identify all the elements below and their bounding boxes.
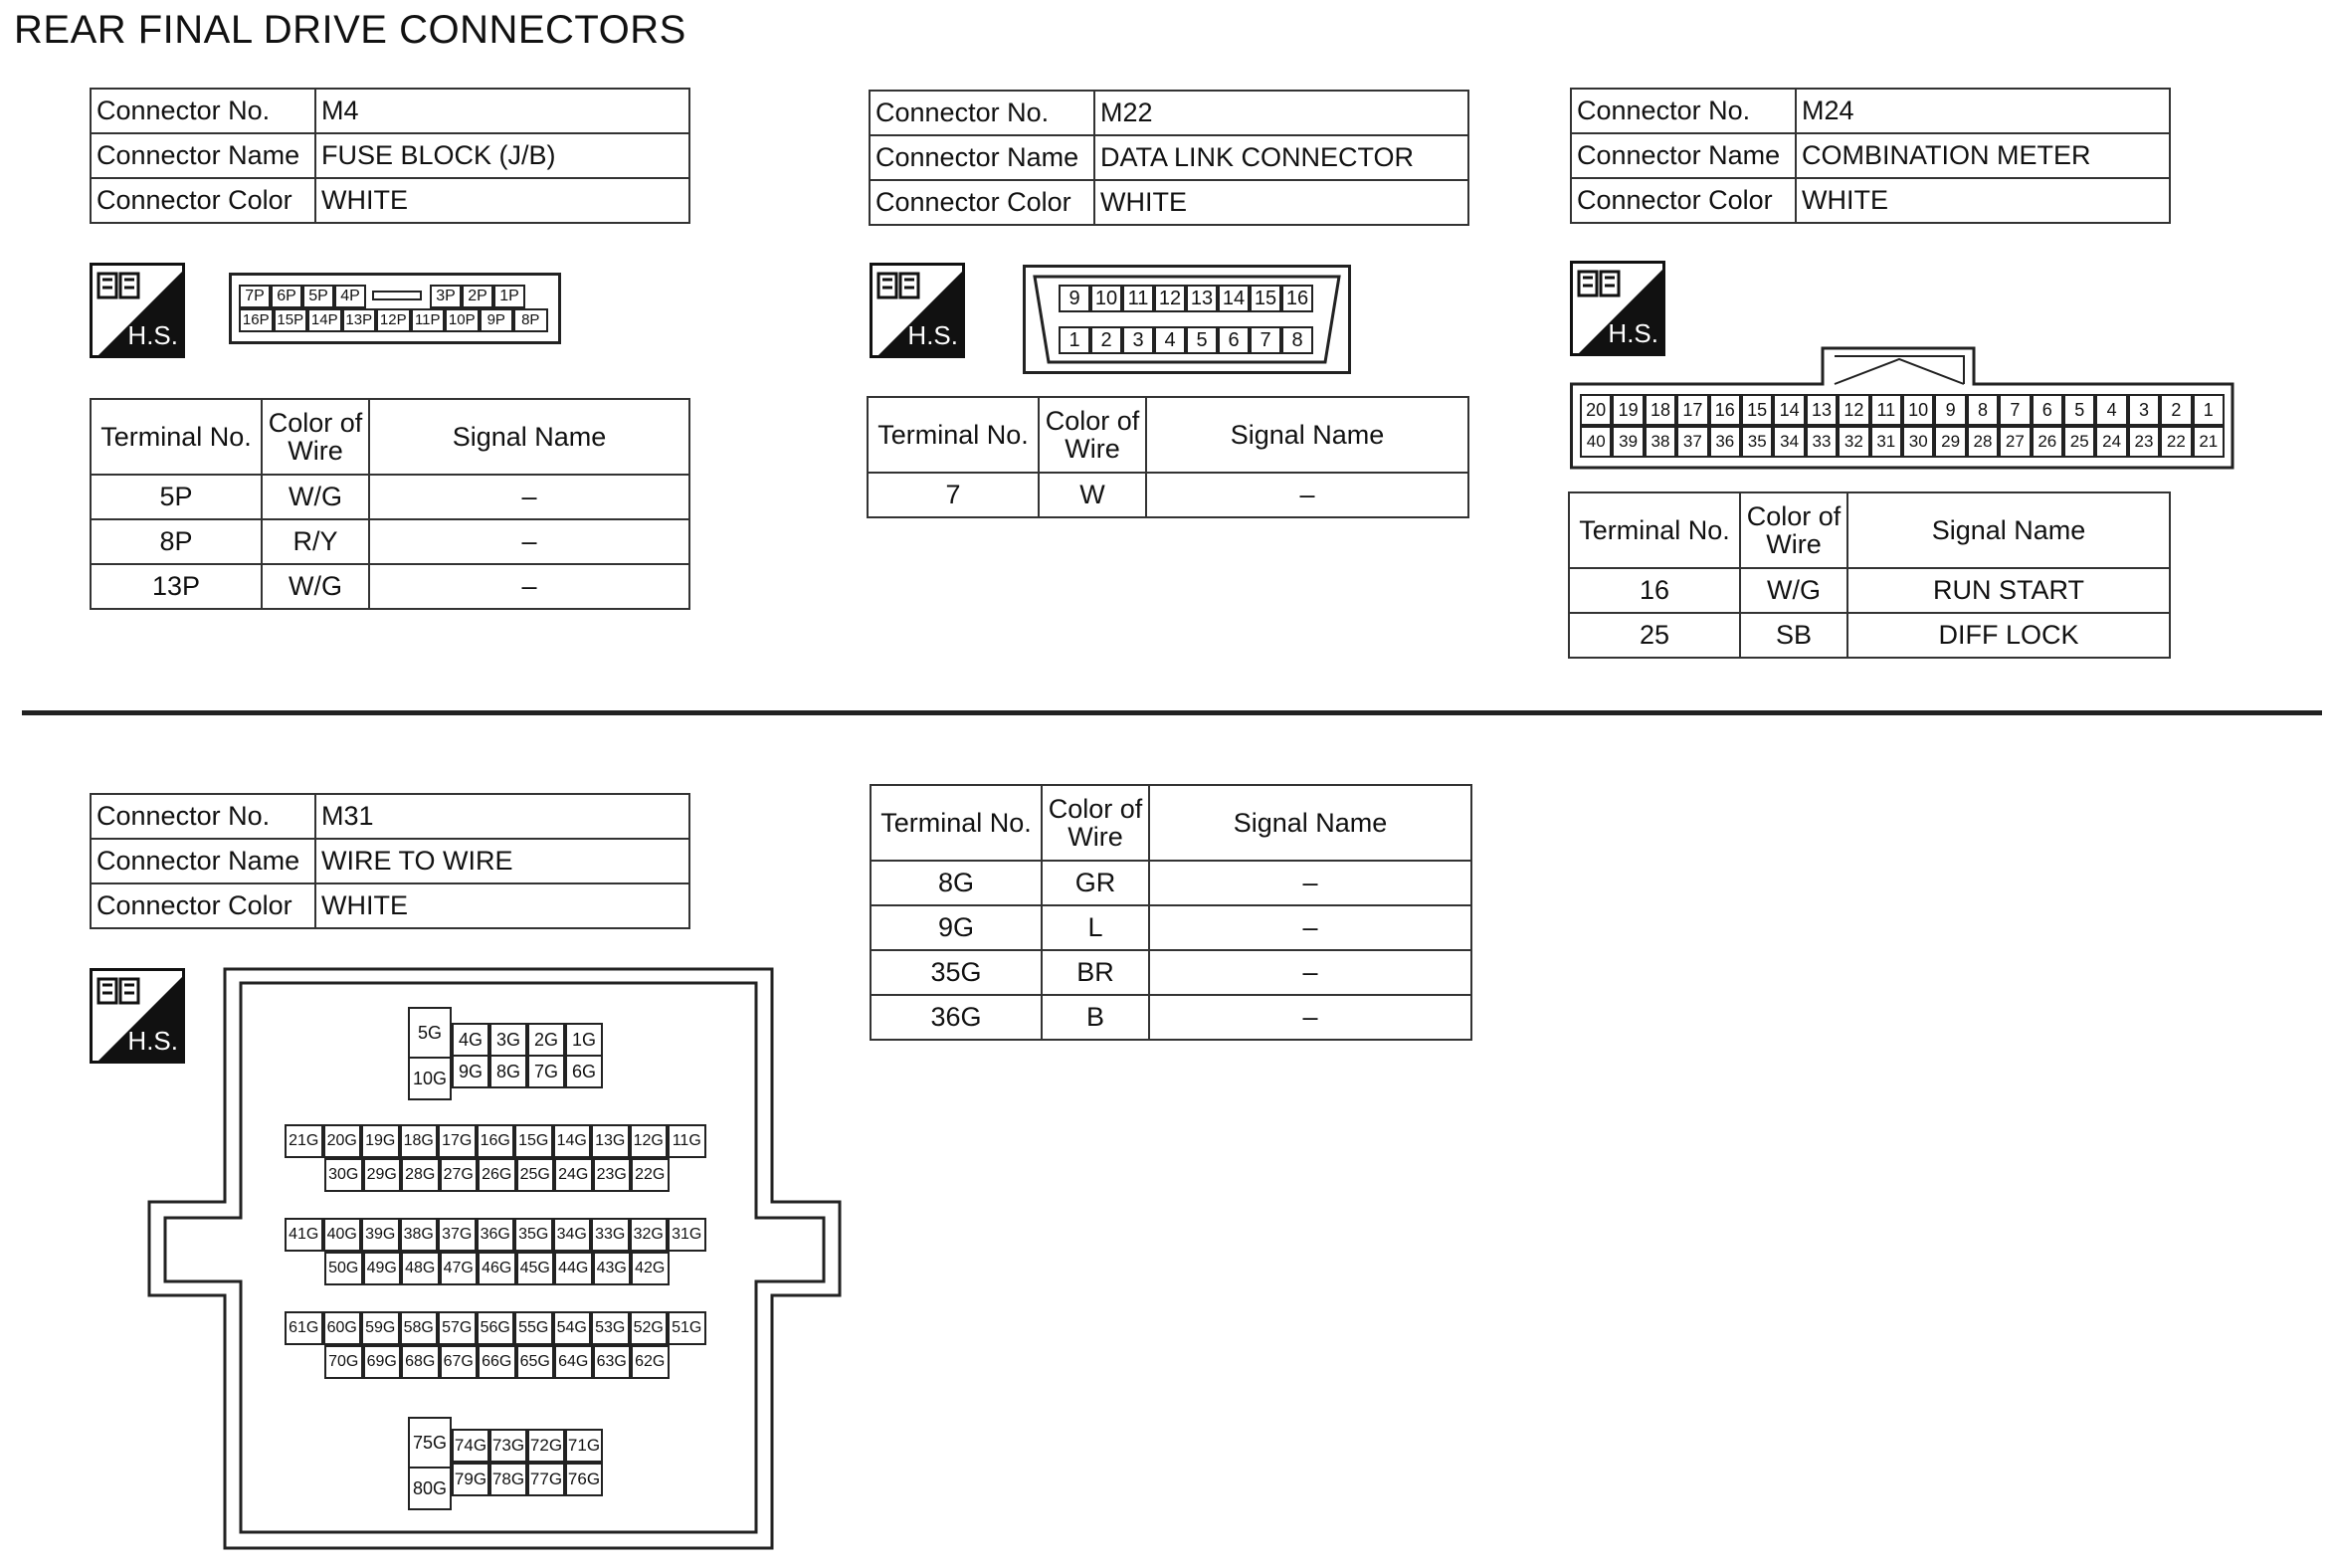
pin-cell: 32G — [630, 1218, 669, 1252]
pin-cell: 29G — [363, 1158, 402, 1192]
pin-cell: 10 — [1902, 394, 1934, 426]
table-row: 13P W/G – — [91, 564, 689, 609]
table-row: 35G BR – — [871, 950, 1471, 995]
hs-label: H.S. — [127, 1026, 178, 1056]
pin-cell: 60G — [323, 1311, 362, 1345]
table-row: 9G L – — [871, 905, 1471, 950]
pin-cell: 37G — [438, 1218, 477, 1252]
pin-cell: 7G — [527, 1055, 565, 1088]
connector-no-value: M4 — [315, 89, 689, 133]
pin-cell: 27 — [1999, 426, 2031, 458]
harness-side-icon — [90, 263, 185, 358]
pin-cell: 24 — [2095, 426, 2127, 458]
terminal-no-header: Terminal No. — [91, 399, 262, 475]
pin-cell: 11 — [1870, 394, 1902, 426]
pin-cell: 37 — [1676, 426, 1708, 458]
pin-cell: 15 — [1741, 394, 1773, 426]
pin-cell: 29 — [1934, 426, 1966, 458]
pin-cell: 13 — [1186, 285, 1218, 312]
pin-cell: 9 — [1059, 285, 1090, 312]
pin-cell: 16P — [239, 308, 274, 332]
terminal-table-m31 — [870, 784, 1472, 1041]
pin-cell: 8 — [1967, 394, 1999, 426]
pin-cell: 38G — [400, 1218, 439, 1252]
pin-cell: 6G — [565, 1055, 603, 1088]
pin-cell: 11 — [1122, 285, 1154, 312]
pin-cell: 9G — [452, 1055, 489, 1088]
pin-cell: 70G — [324, 1345, 363, 1379]
pin-cell: 7 — [1250, 326, 1281, 354]
pin-cell: 63G — [593, 1345, 632, 1379]
signal-name-header: Signal Name — [1146, 397, 1468, 473]
pin-cell: 14P — [307, 308, 342, 332]
pin-cell: 1 — [2193, 394, 2225, 426]
hs-label: H.S. — [127, 320, 178, 350]
pin-cell: 46G — [478, 1252, 516, 1285]
pin-cell: 39 — [1612, 426, 1644, 458]
pin-cell: 49G — [363, 1252, 402, 1285]
pin-cell: 57G — [438, 1311, 477, 1345]
pin-cell: 47G — [440, 1252, 479, 1285]
pin-cell: 32 — [1838, 426, 1869, 458]
pin-cell: 10P — [445, 308, 480, 332]
pin-cell: 51G — [668, 1311, 706, 1345]
info-label: Connector No. — [91, 89, 315, 133]
pin-cell: 5G — [408, 1007, 452, 1059]
pin-cell: 36G — [477, 1218, 515, 1252]
pin-cell: 80G — [408, 1467, 452, 1510]
pin-cell: 25G — [516, 1158, 555, 1192]
connector-color-value: WHITE — [315, 178, 689, 223]
section-divider — [22, 710, 2322, 715]
pin-cell: 20 — [1580, 394, 1612, 426]
connector-name-value: WIRE TO WIRE — [315, 839, 689, 883]
table-row: 8G GR – — [871, 861, 1471, 905]
pin-cell: 50G — [324, 1252, 363, 1285]
pin-cell: 72G — [527, 1429, 565, 1463]
pin-cell: 7 — [1999, 394, 2031, 426]
pin-cell: 71G — [565, 1429, 603, 1463]
pin-cell: 18G — [400, 1124, 439, 1158]
pin-cell: 34G — [553, 1218, 592, 1252]
info-label: Connector Color — [91, 178, 315, 223]
pin-cell: 66G — [478, 1345, 516, 1379]
pin-cell: 52G — [630, 1311, 669, 1345]
pin-cell: 6P — [271, 285, 302, 308]
pin-cell: 45G — [516, 1252, 555, 1285]
pin-cell: 26 — [2032, 426, 2063, 458]
info-label: Connector Name — [91, 133, 315, 178]
pin-cell: 1G — [565, 1023, 603, 1057]
pin-cell: 59G — [361, 1311, 400, 1345]
pin-cell: 16G — [477, 1124, 515, 1158]
pin-slot — [372, 291, 422, 300]
pin-cell: 2 — [2160, 394, 2192, 426]
pin-cell: 9P — [480, 308, 514, 332]
wire-color-header: Color of Wire — [262, 399, 369, 475]
pin-cell: 48G — [401, 1252, 440, 1285]
pin-cell: 26G — [478, 1158, 516, 1192]
pin-cell: 18 — [1645, 394, 1676, 426]
pin-cell: 31 — [1870, 426, 1902, 458]
pin-cell: 31G — [668, 1218, 706, 1252]
pin-cell: 16 — [1709, 394, 1741, 426]
pin-cell: 3 — [1122, 326, 1154, 354]
pin-cell: 56G — [477, 1311, 515, 1345]
pin-cell: 28G — [401, 1158, 440, 1192]
pin-cell: 13P — [342, 308, 377, 332]
info-label: Connector Name — [91, 839, 315, 883]
pin-cell: 30 — [1902, 426, 1934, 458]
table-row: 7 W – — [868, 473, 1468, 517]
connector-name-value: DATA LINK CONNECTOR — [1094, 135, 1468, 180]
connector-info-table-m24 — [1570, 88, 2171, 224]
info-label: Connector Name — [1571, 133, 1796, 178]
pin-cell: 27G — [440, 1158, 479, 1192]
pin-cell: 75G — [408, 1417, 452, 1469]
pin-cell: 21G — [285, 1124, 323, 1158]
pin-cell: 4P — [334, 285, 366, 308]
terminal-no-header: Terminal No. — [1569, 492, 1740, 568]
pin-cell: 74G — [452, 1429, 489, 1463]
pin-cell: 12P — [376, 308, 411, 332]
pin-cell: 8P — [513, 308, 548, 332]
pin-cell: 54G — [553, 1311, 592, 1345]
connector-name-value: COMBINATION METER — [1796, 133, 2170, 178]
harness-side-icon — [870, 263, 965, 358]
pin-cell: 25 — [2063, 426, 2095, 458]
pin-cell: 76G — [565, 1463, 603, 1496]
info-label: Connector Color — [1571, 178, 1796, 223]
pin-cell: 40G — [323, 1218, 362, 1252]
connector-info-table-m31 — [90, 793, 690, 929]
connector-face-m22 — [1023, 265, 1351, 374]
pin-cell: 42G — [631, 1252, 670, 1285]
pin-cell: 2 — [1090, 326, 1122, 354]
pin-cell: 4G — [452, 1023, 489, 1057]
pin-cell: 55G — [514, 1311, 553, 1345]
table-row: 8P R/Y – — [91, 519, 689, 564]
connector-no-value: M31 — [315, 794, 689, 839]
pin-cell: 11G — [668, 1124, 706, 1158]
table-row: 5P W/G – — [91, 475, 689, 519]
pin-cell: 61G — [285, 1311, 323, 1345]
pin-cell: 79G — [452, 1463, 489, 1496]
pin-cell: 2G — [527, 1023, 565, 1057]
pin-cell: 38 — [1645, 426, 1676, 458]
terminal-table-m22 — [867, 396, 1469, 518]
terminal-table-m4 — [90, 398, 690, 610]
pin-cell: 77G — [527, 1463, 565, 1496]
page-title: REAR FINAL DRIVE CONNECTORS — [14, 8, 686, 52]
pin-cell: 53G — [591, 1311, 630, 1345]
wire-color-header: Color of Wire — [1039, 397, 1146, 473]
pin-cell: 8G — [489, 1055, 527, 1088]
pin-cell: 2P — [462, 285, 493, 308]
signal-name-header: Signal Name — [369, 399, 689, 475]
pin-cell: 34 — [1773, 426, 1805, 458]
pin-cell: 58G — [400, 1311, 439, 1345]
pin-cell: 3G — [489, 1023, 527, 1057]
pin-cell: 35G — [514, 1218, 553, 1252]
pin-cell: 1 — [1059, 326, 1090, 354]
connector-color-value: WHITE — [1094, 180, 1468, 225]
pin-cell: 22 — [2160, 426, 2192, 458]
connector-no-value: M22 — [1094, 91, 1468, 135]
info-label: Connector Name — [870, 135, 1094, 180]
connector-info-table-m22 — [869, 90, 1469, 226]
pin-cell: 44G — [554, 1252, 593, 1285]
pin-cell: 30G — [324, 1158, 363, 1192]
pin-cell: 4 — [1154, 326, 1186, 354]
pin-cell: 7P — [239, 285, 271, 308]
pin-cell: 28 — [1967, 426, 1999, 458]
pin-cell: 14 — [1218, 285, 1250, 312]
pin-cell: 65G — [516, 1345, 555, 1379]
hs-label: H.S. — [907, 320, 958, 350]
connector-name-value: FUSE BLOCK (J/B) — [315, 133, 689, 178]
wire-color-header: Color of Wire — [1042, 785, 1149, 861]
pin-cell: 22G — [631, 1158, 670, 1192]
pin-cell: 24G — [554, 1158, 593, 1192]
pin-cell: 5P — [302, 285, 334, 308]
pin-cell: 12G — [630, 1124, 669, 1158]
pin-cell: 69G — [363, 1345, 402, 1379]
pin-cell: 17 — [1676, 394, 1708, 426]
pin-cell: 19 — [1612, 394, 1644, 426]
pin-cell: 17G — [438, 1124, 477, 1158]
pin-cell: 62G — [631, 1345, 670, 1379]
harness-side-icon — [1570, 261, 1665, 356]
pin-cell: 13 — [1806, 394, 1838, 426]
connector-color-value: WHITE — [315, 883, 689, 928]
table-row: 36G B – — [871, 995, 1471, 1040]
pin-cell: 20G — [323, 1124, 362, 1158]
pin-cell: 8 — [1281, 326, 1313, 354]
hs-label: H.S. — [1608, 318, 1658, 348]
pin-cell: 64G — [554, 1345, 593, 1379]
pin-cell: 12 — [1838, 394, 1869, 426]
pin-cell: 3P — [430, 285, 462, 308]
connector-color-value: WHITE — [1796, 178, 2170, 223]
table-row: 16 W/G RUN START — [1569, 568, 2170, 613]
pin-cell: 11P — [411, 308, 446, 332]
connector-no-value: M24 — [1796, 89, 2170, 133]
pin-cell: 5 — [1186, 326, 1218, 354]
info-label: Connector No. — [870, 91, 1094, 135]
pin-cell: 15G — [514, 1124, 553, 1158]
terminal-no-header: Terminal No. — [871, 785, 1042, 861]
pin-cell: 36 — [1709, 426, 1741, 458]
pin-cell: 15P — [274, 308, 308, 332]
pin-cell: 4 — [2095, 394, 2127, 426]
pin-cell: 3 — [2128, 394, 2160, 426]
pin-cell: 39G — [361, 1218, 400, 1252]
terminal-table-m24 — [1568, 491, 2171, 659]
pin-cell: 6 — [1218, 326, 1250, 354]
pin-cell: 5 — [2063, 394, 2095, 426]
pin-cell: 16 — [1281, 285, 1313, 312]
terminal-no-header: Terminal No. — [868, 397, 1039, 473]
pin-cell: 41G — [285, 1218, 323, 1252]
signal-name-header: Signal Name — [1149, 785, 1471, 861]
pin-cell: 73G — [489, 1429, 527, 1463]
pin-cell: 23 — [2128, 426, 2160, 458]
pin-cell: 33 — [1806, 426, 1838, 458]
table-row: 25 SB DIFF LOCK — [1569, 613, 2170, 658]
info-label: Connector No. — [1571, 89, 1796, 133]
info-label: Connector Color — [91, 883, 315, 928]
pin-cell: 40 — [1580, 426, 1612, 458]
pin-cell: 14 — [1773, 394, 1805, 426]
pin-cell: 67G — [440, 1345, 479, 1379]
pin-cell: 10G — [408, 1057, 452, 1100]
pin-cell: 23G — [593, 1158, 632, 1192]
pin-cell: 19G — [361, 1124, 400, 1158]
connector-info-table-m4 — [90, 88, 690, 224]
pin-cell: 6 — [2032, 394, 2063, 426]
pin-cell: 43G — [593, 1252, 632, 1285]
pin-cell: 68G — [401, 1345, 440, 1379]
pin-cell: 35 — [1741, 426, 1773, 458]
pin-cell: 15 — [1250, 285, 1281, 312]
pin-cell: 21 — [2193, 426, 2225, 458]
pin-cell: 14G — [553, 1124, 592, 1158]
pin-cell: 1P — [493, 285, 525, 308]
pin-cell: 9 — [1934, 394, 1966, 426]
pin-cell: 10 — [1090, 285, 1122, 312]
signal-name-header: Signal Name — [1847, 492, 2170, 568]
info-label: Connector No. — [91, 794, 315, 839]
pin-cell: 33G — [591, 1218, 630, 1252]
pin-cell: 13G — [591, 1124, 630, 1158]
pin-cell: 78G — [489, 1463, 527, 1496]
info-label: Connector Color — [870, 180, 1094, 225]
pin-cell: 12 — [1154, 285, 1186, 312]
wire-color-header: Color of Wire — [1740, 492, 1847, 568]
pin-cell — [366, 285, 430, 308]
